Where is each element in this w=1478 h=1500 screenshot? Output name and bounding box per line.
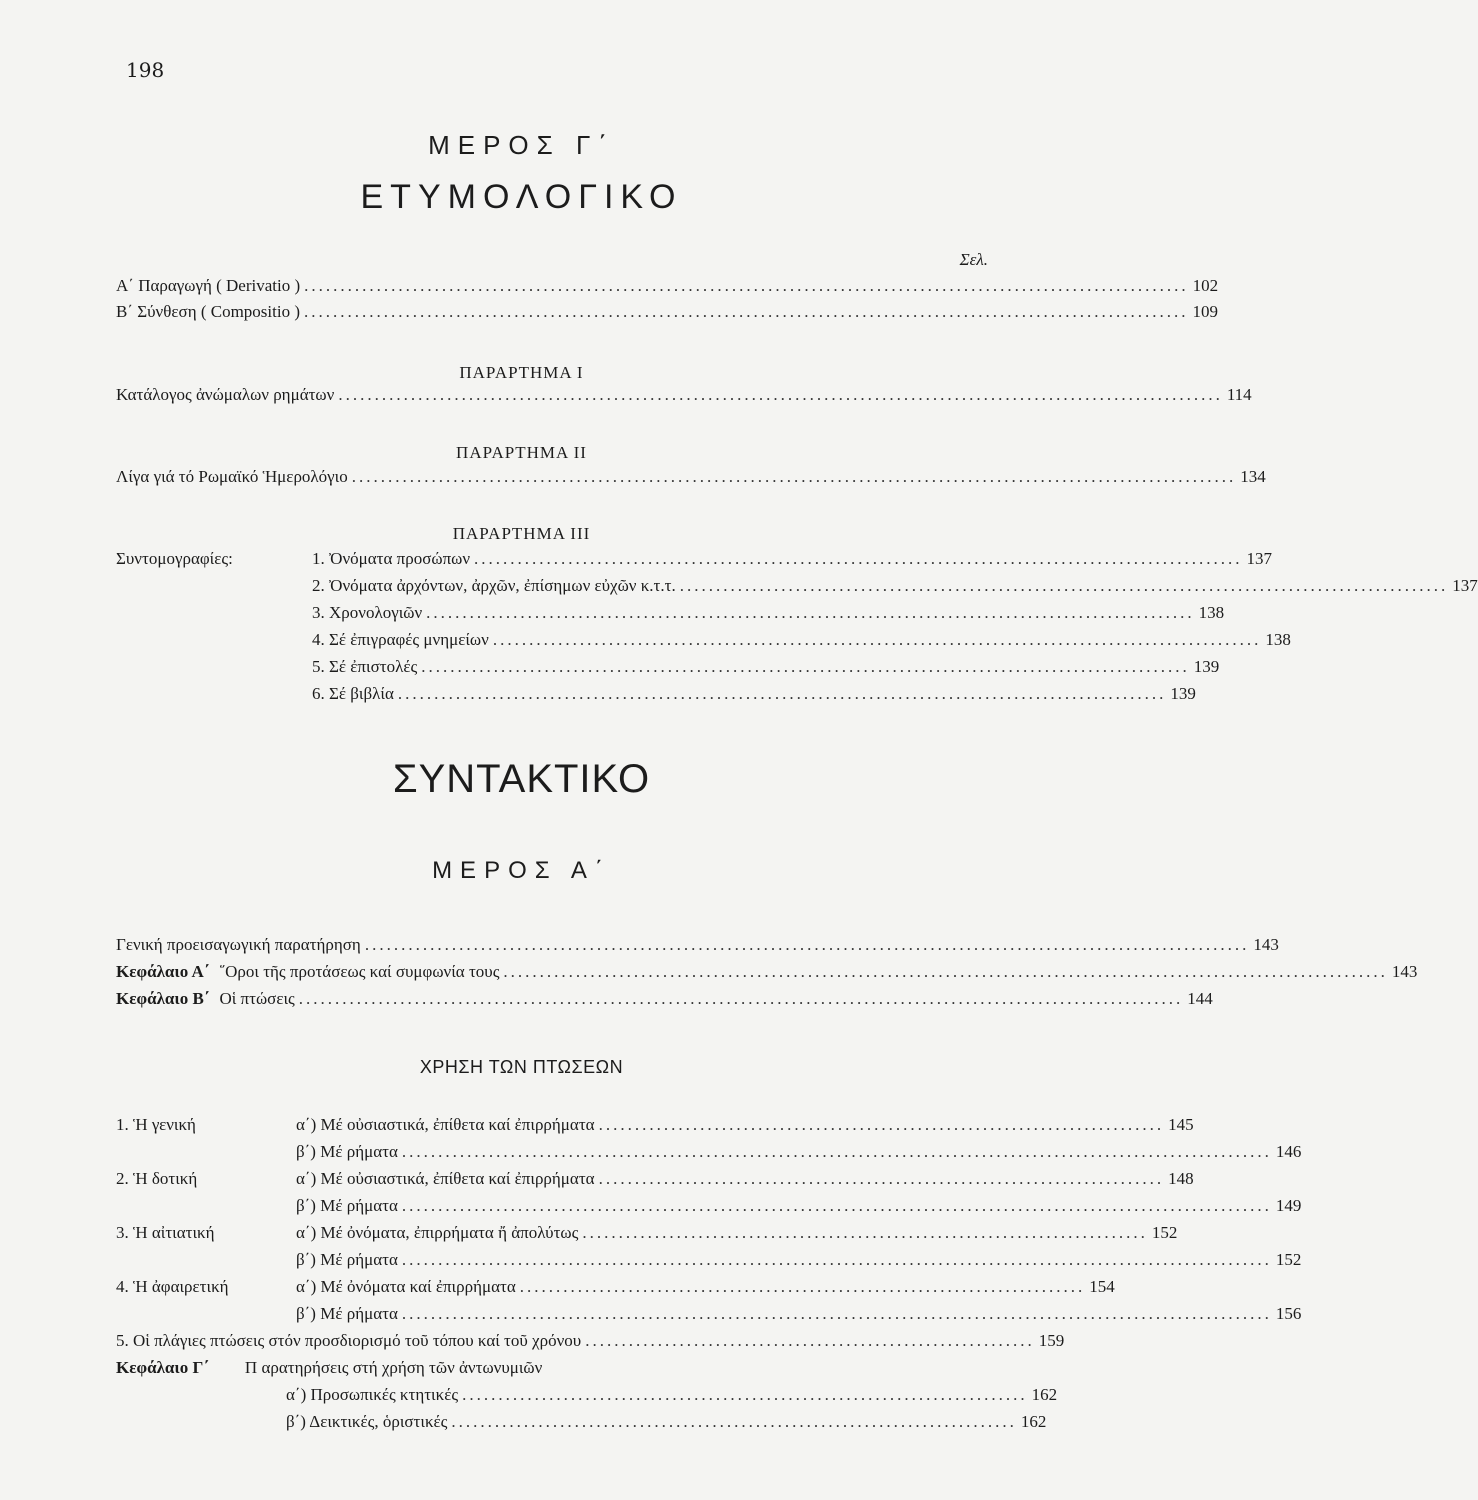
toc-entry: 5. Οἱ πλάγιες πτώσεις στόν προσδιορισμό τοῦ τόπου καί τοῦ χρόνου .............................................................. 159 xyxy=(116,1331,1065,1350)
toc-entry: Γενική προεισαγωγική παρατήρηση .......................................................................................................................... 143 xyxy=(116,935,1279,954)
toc-entry: α΄) Μέ ὀνόματα καί ἐπιρρήματα .............................................................................. 154 xyxy=(296,1277,1115,1296)
toc-entry: Κατάλογος ἀνώμαλων ρημάτων .......................................................................................................................... 114 xyxy=(116,385,1252,404)
toc-entry: Λίγα γιά τό Ρωμαϊκό Ἡμερολόγιο .......................................................................................................................... 134 xyxy=(116,467,1266,486)
toc-entry: 4. Σέ ἐπιγραφές μνημείων .......................................................................................................... 138 xyxy=(312,630,1291,649)
syntax-title: ΣΥΝΤΑΚΤΙΚΟ xyxy=(392,757,651,801)
toc-entry: α΄) Προσωπικές κτητικές .............................................................................. 162 xyxy=(286,1385,1058,1404)
case-label: 3. Ἡ αἰτιατική xyxy=(116,1223,215,1242)
toc-entry: Β΄ Σύνθεση ( Compositio ) .......................................................................................................................... 109 xyxy=(116,302,1219,321)
part-g-heading: ΜΕΡΟΣ Γ΄ xyxy=(428,130,615,160)
toc-entry: 2. Ὀνόματα ἀρχόντων, ἀρχῶν, ἐπίσημων εὐχῶν κ.τ.τ. .......................................................................................................... 137 xyxy=(312,576,1478,595)
appendix-2-heading: ΠΑΡΑΡΤΗΜΑ ΙΙ xyxy=(456,443,587,462)
toc-entry: 3. Χρονολογιῶν .......................................................................................................... 138 xyxy=(312,603,1225,622)
toc-entry: 6. Σέ βιβλία .......................................................................................................... 139 xyxy=(312,684,1196,703)
part-a-heading: ΜΕΡΟΣ Α΄ xyxy=(432,857,611,884)
toc-entry: 5. Σέ ἐπιστολές .......................................................................................................... 139 xyxy=(312,657,1220,676)
page-number: 198 xyxy=(126,58,165,82)
etymology-title: ΕΤΥΜΟΛΟΓΙΚΟ xyxy=(360,178,683,216)
toc-entry: β΄) Μέ ρήματα ........................................................................................................................ 146 xyxy=(296,1142,1302,1161)
appendix-3-heading: ΠΑΡΑΡΤΗΜΑ ΙΙΙ xyxy=(452,524,591,543)
toc-entry: Κεφάλαιο Α΄ ῞Οροι τῆς προτάσεως καί συμφωνία τους .......................................................................................................................... 143 xyxy=(116,962,1418,981)
toc-entry: Κεφάλαιο Β΄ Οἱ πτώσεις .......................................................................................................................... 144 xyxy=(116,989,1213,1008)
toc-entry: α΄) Μέ οὐσιαστικά, ἐπίθετα καί ἐπιρρήματα .............................................................................. 148 xyxy=(296,1169,1194,1188)
toc-entry: β΄) Μέ ρήματα ........................................................................................................................ 149 xyxy=(296,1196,1302,1215)
case-label: 4. Ἡ ἀφαιρετική xyxy=(116,1277,229,1296)
case-label: 1. Ἡ γενική xyxy=(116,1115,196,1134)
chapter-g-heading: Κεφάλαιο Γ΄ Π αρατηρήσεις στή χρήση τῶν ἀντωνυμιῶν xyxy=(116,1358,543,1377)
page-column-label: Σελ. xyxy=(959,250,988,269)
toc-entry: Α΄ Παραγωγή ( Derivatio ) .......................................................................................................................... 102 xyxy=(116,276,1219,295)
toc-entry: 1. Ὀνόματα προσώπων .......................................................................................................... 137 xyxy=(312,549,1273,568)
toc-entry: β΄) Δεικτικές, ὁριστικές .............................................................................. 162 xyxy=(286,1412,1047,1431)
cases-heading: ΧΡΗΣΗ ΤΩΝ ΠΤΩΣΕΩΝ xyxy=(419,1057,624,1077)
abbreviations-label: Συντομογραφίες: xyxy=(116,549,233,568)
case-label: 2. Ἡ δοτική xyxy=(116,1169,198,1188)
toc-entry: α΄) Μέ ὀνόματα, ἐπιρρήματα ἤ ἀπολύτως .............................................................................. 152 xyxy=(296,1223,1178,1242)
toc-entry: β΄) Μέ ρήματα ........................................................................................................................ 152 xyxy=(296,1250,1302,1269)
appendix-1-heading: ΠΑΡΑΡΤΗΜΑ Ι xyxy=(459,363,584,382)
toc-entry: α΄) Μέ οὐσιαστικά, ἐπίθετα καί ἐπιρρήματα .............................................................................. 145 xyxy=(296,1115,1194,1134)
toc-entry: β΄) Μέ ρήματα ........................................................................................................................ 156 xyxy=(296,1304,1302,1323)
